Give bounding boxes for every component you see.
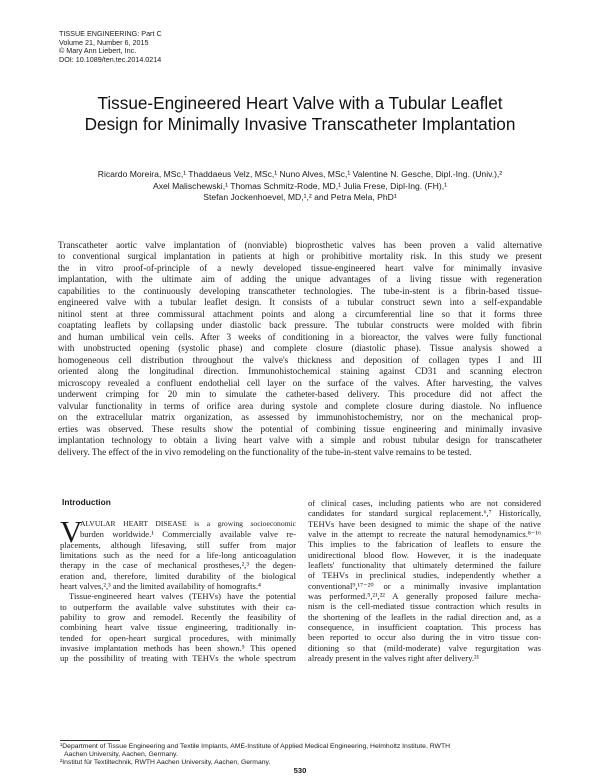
footnote-line: Aachen University, Aachen, Germany. [64,751,178,758]
author-list [60,169,540,204]
left-column [60,514,296,664]
abstract-line: Transcatheter aortic valve implantation of (nonviable) bioprosthetic valves has been proven a valid alternative [58,240,542,250]
column-line: conventional⁹,¹⁷⁻²⁰ or a minimally invasive implantation [308,580,541,591]
column-line: the shortening of the leaflets in the radial direction and, as a [308,611,541,622]
title-line: Design for Minimally Invasive Transcatheter Implantation [84,113,516,134]
footnote-line: ¹Department of Tissue Engineering and Textile Implants, AME-Institute of Applied Medical Engineering, Helmholtz Institute, RWTH [60,743,451,750]
abstract-line: implantation, with the ultimate aim of adding the unique advantages of a living tissue with regeneration [58,274,542,285]
author-line: Axel Malischewski,¹ Thomas Schmitz-Rode, MD,¹ Julia Frese, Dipl-Ing. (FH),¹ [152,180,447,191]
column-line: TEHVs have been designed to mimic the shape of the native [308,518,541,529]
right-column [308,498,541,664]
journal-copyright: © Mary Ann Liebert, Inc. [59,46,137,56]
column-line: placements, although lifesaving, still suffer from major [60,539,296,550]
column-line: tended for open-heart surgical procedures, with minimally [60,632,296,643]
column-line: of TEHVs in preclinical studies, independently whether a [308,570,541,581]
column-line: combining heart valve tissue engineering, traditionally in- [60,622,296,633]
column-line: to outperform the available valve substitutes with their ca- [60,601,296,612]
author-line: Stefan Jockenhoevel, MD,¹,² and Petra Mela, PhD¹ [203,192,397,202]
abstract-line: coaptating leaflets by collapsing under diastolic back pressure. The tubular constructs were molded with fibrin [58,320,542,331]
column-line: This implies to the fabrication of leaflets to ensure the [308,539,541,550]
column-line: ALVULAR HEART DISEASE is a growing socioeconomic [80,519,296,528]
drop-cap: V [60,514,83,549]
column-line: heart valves,²,³ and the limited availability of homografts.⁴ [60,581,261,592]
abstract-line: valvular functionality in terms of orifice area during systole and complete closure during diastole. No influence [58,400,542,411]
column-line: nism is the cell-mediated tissue contraction which results in [308,601,541,612]
affiliation-footnotes [60,743,540,767]
article-title [60,93,540,134]
abstract-line: engineered valve with a tubular leaflet design. It consists of a tubular construct sewn into a self-expandable [58,297,542,308]
journal-volume: Volume 21, Number 6, 2015 [59,37,149,47]
journal-info [59,30,162,64]
column-line: up the possibility of treating with TEHVs the whole spectrum [60,653,296,664]
column-line: consequence, in insufficient coaptation. This process has [308,622,541,633]
author-line: Ricardo Moreira, MSc,¹ Thaddaeus Velz, MSc,¹ Nuno Alves, MSc,¹ Valentine N. Gesche, Dipl.-Ing. (Univ.),² [97,169,503,179]
journal-name: TISSUE ENGINEERING: Part C [59,29,162,38]
introduction-heading: Introduction [62,497,111,507]
column-line: therapy in the case of mechanical prostheses,²,³ the degen- [60,560,296,571]
abstract-line: the in vitro proof-of-principle of a newly developed tissue-engineered heart valve for minimally invasive [58,262,542,273]
column-line: burden worldwide.¹ Commercially available valve re- [80,529,296,540]
abstract-line: oriented along the longitudinal direction. Immunohistochemical staining against CD31 and scanning electron [58,366,542,377]
abstract-line: microscopy revealed a confluent endothelial cell layer on the surface of the valves. After harvesting, the valves [58,377,542,388]
column-line: unidirectional blood flow. However, it is the inadequate [308,549,541,560]
abstract-line: homogeneous cell distribution throughout the valve's thickness and deposition of collagen types I and III [58,354,542,365]
column-line: of clinical cases, including patients who are not considered [308,498,541,508]
abstract-line: nitinol stent at three commissural attachment points and along a circumferential line so that it forms three [58,308,542,319]
abstract-line: underwent crimping for 20 min to simulate the catheter-based delivery. This procedure did not affect the [58,389,542,400]
abstract-line: erties was observed. These results show the potential of combining tissue engineering and minimally invasive [58,423,542,434]
abstract-line: on the extracellular matrix organization, as assessed by immunohistochemistry, nor on the mechanical prop- [58,412,542,423]
abstract-line: with unobstructed opening (systolic phase) and complete closure (diastolic phase). Tissue analysis showed a [58,343,542,354]
column-line: been reported to occur also during the in vitro tissue con- [308,632,541,643]
column-line: eration and, therefore, limited durability of the biological [60,570,296,581]
column-line: pability to grow and remodel. Recently the feasibility of [60,612,296,623]
abstract [58,240,542,458]
column-line: valve in the attempt to recreate the natural hemodynamics.⁸⁻¹⁶ [308,529,541,540]
column-line: already present in the valves right after delivery.²¹ [308,653,480,664]
title-line: Tissue-Engineered Heart Valve with a Tubular Leaflet [97,93,503,113]
abstract-line: to conventional surgical implantation in patients at high or prohibitive mortality risk. In this study we present [58,251,542,262]
column-line: limitations such as the need for a life-long anticoagulation [60,550,296,561]
page-number: 530 [293,766,307,775]
column-line: invasive implantation methods has been shown.⁵ This opened [60,643,296,654]
abstract-line: delivery. The effect of the in vivo remodeling on the functionality of the tube-in-stent valve remains to be tested. [58,446,472,457]
abstract-line: implantation technology to obtain a living heart valve with a simple and robust tubular design for transcatheter [58,435,542,446]
abstract-line: capabilities to the continuously developing transcatheter technologies. The tube-in-stent is a fibrin-based tissue- [58,285,542,296]
journal-doi: DOI: 10.1089/ten.tec.2014.0214 [59,54,162,64]
column-line: ditioning so that (mild-moderate) valve regurgitation was [308,642,541,653]
footnote-line: ²Institut für Textiltechnik, RWTH Aachen University, Aachen, Germany. [60,759,271,766]
abstract-line: and human umbilical vein cells. After 3 weeks of conditioning in a bioreactor, the valves were fully functional [58,331,542,342]
column-line: leaflets' functionality that ultimately determined the failure [308,560,541,571]
column-line: candidates for standard surgical replacement.⁶,⁷ Historically, [308,508,541,519]
column-line: was performed.⁵,²¹,²² A generally proposed failure mecha- [308,591,541,602]
footnote-divider [60,740,120,741]
column-line: Tissue-engineered heart valves (TEHVs) have the potential [69,591,296,602]
